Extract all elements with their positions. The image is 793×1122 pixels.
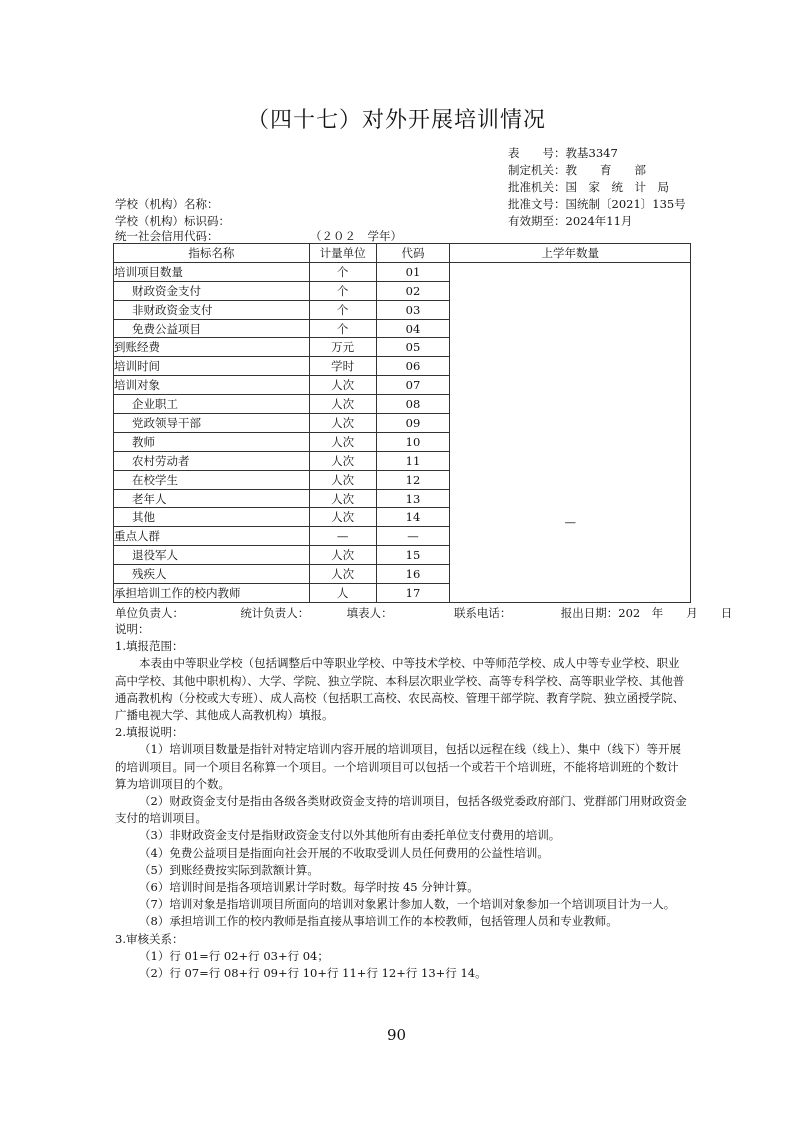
indicator-name: 党政领导干部 (114, 414, 310, 433)
unit-cell: 个 (309, 262, 376, 281)
note-paragraph: （4）免费公益项目是指面向社会开展的不收取受训人员任何费用的公益性培训。 (139, 845, 549, 860)
unit-cell: 人次 (309, 508, 376, 527)
indicator-name: 培训对象 (114, 376, 310, 395)
valid-until: 有效期至：2024年11月 (508, 214, 633, 228)
form-number: 表 号：教基3347 (508, 146, 618, 160)
unit-cell: 个 (309, 281, 376, 300)
note-paragraph: （6）培训时间是指各项培训累计学时数。每学时按 45 分钟计算。 (139, 880, 479, 895)
unit-head-label: 单位负责人： (115, 606, 184, 620)
code-cell: 06 (376, 357, 450, 376)
note-paragraph: （2）财政资金支付是指由各级各类财政资金支持的培训项目，包括各级党委政府部门、党群部门用财政资金支付的培训项目。 (115, 794, 687, 826)
indicator-name: 非财政资金支付 (114, 300, 310, 319)
page-title: （四十七）对外开展培训情况 (246, 108, 546, 133)
unit-cell: 人次 (309, 395, 376, 414)
indicator-name: 到账经费 (114, 338, 310, 357)
indicator-name: 培训时间 (114, 357, 310, 376)
unit-cell: 人次 (309, 489, 376, 508)
code-cell: 04 (376, 319, 450, 338)
indicator-name: 在校学生 (114, 470, 310, 489)
code-cell: — (376, 527, 450, 546)
code-cell: 03 (376, 300, 450, 319)
note-paragraph: （7）培训对象是指培训项目所面向的培训对象累计参加人数，一个培训对象参加一个培训项目计为一人。 (139, 897, 676, 912)
unit-cell: 人次 (309, 546, 376, 565)
phone-label: 联系电话： (453, 606, 512, 620)
unit-cell: 个 (309, 300, 376, 319)
indicator-name: 企业职工 (114, 395, 310, 414)
note-paragraph: （8）承担培训工作的校内教师是指直接从事培训工作的本校教师，包括管理人员和专业教师。 (139, 914, 618, 929)
filler-label: 填表人： (346, 606, 393, 620)
code-cell: 09 (376, 414, 450, 433)
value-dash: — (564, 515, 576, 530)
code-cell: 12 (376, 470, 450, 489)
page-number: 90 (386, 1026, 407, 1044)
indicator-name: 残疾人 (114, 565, 310, 584)
code-cell: 05 (376, 338, 450, 357)
code-cell: 02 (376, 281, 450, 300)
indicator-name: 老年人 (114, 489, 310, 508)
indicator-name: 退役军人 (114, 546, 310, 565)
note-paragraph: （3）非财政资金支付是指财政资金支付以外其他所有由委托单位支付费用的培训。 (139, 828, 561, 843)
note-paragraph: （1）培训项目数量是指针对特定培训内容开展的培训项目，包括以远程在线（线上）、集中（线下）等开展的培训项目。同一个项目名称算一个项目。一个培训项目可以包括一个或若干个培训班，不能将培训班的个数计算为培训项目的个数。 (115, 742, 682, 791)
approved-by-authority: 批准机关：国 家 统 计 局 (508, 180, 669, 194)
note-paragraph: （5）到账经费按实际到款额计算。 (139, 862, 319, 877)
note-paragraph: 本表由中等职业学校（包括调整后中等职业学校、中等技术学校、中等师范学校、成人中等专业学校、职业高中学校、其他中职机构）、大学、学院、独立学院、本科层次职业学校、高等专科学校、高等职业学校、其他普通高教机构（分校或大专班）、成人高校（包括职工高校、农民高校、管理干部学院、教育学院、独立函授学院、广播电视大学、其他成人高教机构）填报。 (115, 656, 685, 723)
note-paragraph: 2.填报说明： (115, 725, 184, 740)
notes-section (115, 621, 689, 982)
school-name-label: 学校（机构）名称： (115, 197, 219, 211)
indicator-name: 农村劳动者 (114, 451, 310, 470)
table-row (114, 262, 691, 281)
note-paragraph: 1.填报范围： (115, 639, 184, 654)
header-indicator-name: 指标名称 (114, 244, 310, 263)
indicator-name: 培训项目数量 (114, 262, 310, 281)
indicator-name: 重点人群 (114, 527, 310, 546)
report-date-label: 报出日期：202 年 月 日 (560, 606, 733, 620)
unit-cell: 人次 (309, 470, 376, 489)
note-paragraph: 说明： (115, 622, 150, 636)
unit-cell: 人次 (309, 451, 376, 470)
unit-cell: 人次 (309, 565, 376, 584)
indicator-name: 其他 (114, 508, 310, 527)
unit-cell: — (309, 527, 376, 546)
code-cell: 13 (376, 489, 450, 508)
note-paragraph: （1）行 01=行 02+行 03+行 04； (139, 948, 329, 963)
indicator-name: 财政资金支付 (114, 281, 310, 300)
unit-cell: 人次 (309, 432, 376, 451)
header-last-year-quantity: 上学年数量 (450, 244, 691, 263)
last-year-quantity-cell[interactable] (450, 262, 691, 602)
indicator-name: 免费公益项目 (114, 319, 310, 338)
unit-cell: 人次 (309, 414, 376, 433)
code-cell: 10 (376, 432, 450, 451)
code-cell: 14 (376, 508, 450, 527)
unit-cell: 个 (309, 319, 376, 338)
code-cell: 16 (376, 565, 450, 584)
header-unit: 计量单位 (309, 244, 376, 263)
code-cell: 01 (376, 262, 450, 281)
indicator-name: 承担培训工作的校内教师 (114, 584, 310, 603)
code-cell: 08 (376, 395, 450, 414)
note-paragraph: 3.审核关系： (115, 931, 184, 946)
unit-cell: 人次 (309, 376, 376, 395)
training-table (113, 243, 691, 603)
code-cell: 17 (376, 584, 450, 603)
code-cell: 11 (376, 451, 450, 470)
code-cell: 07 (376, 376, 450, 395)
unit-cell: 学时 (309, 357, 376, 376)
made-by-authority: 制定机关：教 育 部 (508, 163, 646, 177)
unit-cell: 人 (309, 584, 376, 603)
unit-cell: 万元 (309, 338, 376, 357)
note-paragraph: （2）行 07=行 08+行 09+行 10+行 11+行 12+行 13+行 14。 (139, 966, 487, 981)
credit-code-label: 统一社会信用代码： (115, 229, 219, 243)
header-code: 代码 (376, 244, 450, 263)
school-id-label: 学校（机构）标识码： (115, 214, 230, 228)
code-cell: 15 (376, 546, 450, 565)
signature-line (115, 605, 732, 621)
table-header-row (114, 244, 691, 263)
indicator-name: 教师 (114, 432, 310, 451)
table-body (114, 262, 691, 602)
school-year-label: （２０２ 学年） (310, 229, 402, 243)
approval-number: 批准文号：国统制〔2021〕135号 (508, 197, 686, 211)
stat-head-label: 统计负责人： (240, 606, 310, 620)
